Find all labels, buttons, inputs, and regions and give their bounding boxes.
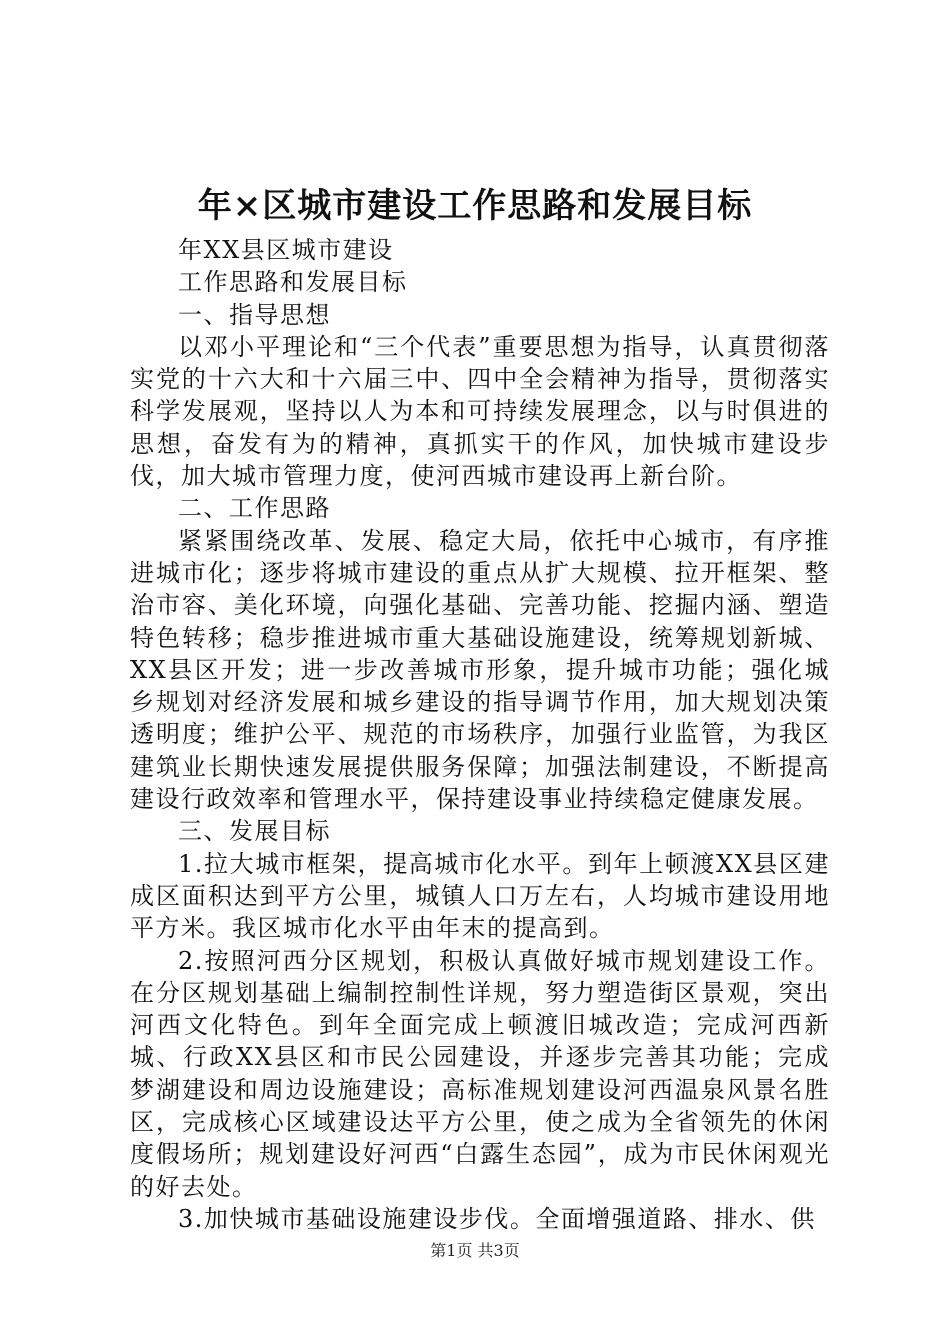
goal-1-paragraph: 1.拉大城市框架，提高城市化水平。到年上顿渡XX县区建成区面积达到平方公里，城镇人口万左右，人均城市建设用地平方米。我区城市化水平由年末的提高到。 [130,849,830,943]
section-1-heading: 一、指导思想 [178,300,331,329]
subtitle-line-1: 年XX县区城市建设 [178,236,394,264]
document-title: 年×区城市建设工作思路和发展目标 [197,186,753,226]
section-2-paragraph: 紧紧围绕改革、发展、稳定大局，依托中心城市，有序推进城市化；逐步将城市建设的重点从扩大规模、拉开框架、整治市容、美化环境，向强化基础、完善功能、挖掘内涵、塑造特色转移；稳步推进城市重大基础设施建设，统筹规划新城、XX县区开发；进一步改善城市形象，提升城市功能；强化城乡规划对经济发展和城乡建设的指导调节作用，加大规划决策透明度；维护公平、规范的市场秩序，加强行业监管，为我区建筑业长期快速发展提供服务保障；加强法制建设，不断提高建设行政效率和管理水平，保持建设事业持续稳定健康发展。 [130,526,830,814]
page-number-footer: 第1页 共3页 [430,1241,520,1260]
subtitle-line-2: 工作思路和发展目标 [178,268,408,297]
document-body [130,234,830,1235]
section-3-heading: 三、发展目标 [178,817,331,846]
goal-3-paragraph: 3.加快城市基础设施建设步伐。全面增强道路、排水、供 [178,1204,816,1233]
section-2-heading: 二、工作思路 [178,494,331,523]
goal-2-paragraph: 2.按照河西分区规划，积极认真做好城市规划建设工作。在分区规划基础上编制控制性详规，努力塑造街区景观，突出河西文化特色。到年全面完成上顿渡旧城改造；完成河西新城、行政XX县区和市民公园建设，并逐步完善其功能；完成梦湖建设和周边设施建设；高标准规划建设河西温泉风景名胜区，完成核心区域建设达平方公里，使之成为全省领先的休闲度假场所；规划建设好河西“白露生态园”，成为市民休闲观光的好去处。 [130,946,830,1201]
section-1-paragraph: 以邓小平理论和“三个代表”重要思想为指导，认真贯彻落实党的十六大和十六届三中、四中全会精神为指导，贯彻落实科学发展观，坚持以人为本和可持续发展理念，以与时俱进的思想，奋发有为的精神，真抓实干的作风，加快城市建设步伐，加大城市管理力度，使河西城市建设再上新台阶。 [130,332,830,491]
